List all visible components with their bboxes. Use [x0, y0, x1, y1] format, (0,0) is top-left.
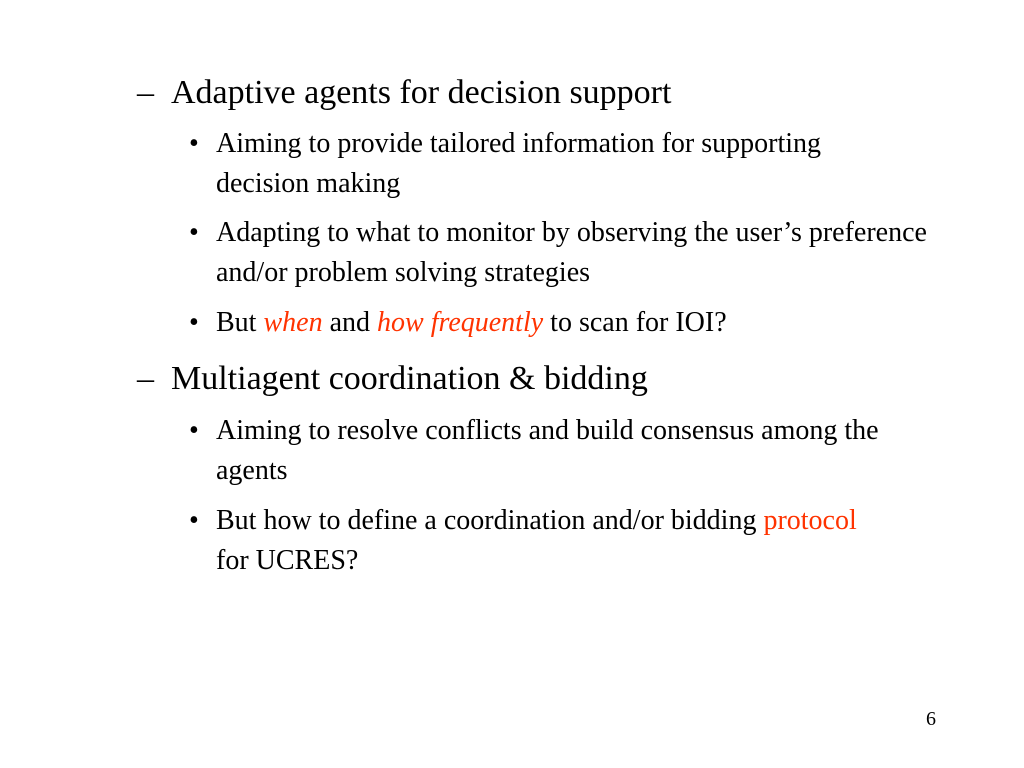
bullet-item: [189, 411, 889, 491]
bullet-text-suffix: to scan for IOI?: [543, 307, 727, 338]
bullet-item: [189, 501, 889, 581]
bullet-marker: •: [189, 128, 199, 159]
bullet-text: [216, 303, 949, 343]
bullet-text-middle: and: [322, 307, 378, 338]
bullet-text-suffix: for UCRES?: [216, 545, 359, 576]
bullet-marker: •: [189, 307, 199, 338]
bullet-text-prefix: But: [216, 307, 264, 338]
section-heading-adaptive-agents: [137, 73, 671, 113]
highlight-how-frequently: how frequently: [377, 307, 544, 338]
bullet-marker: •: [189, 217, 199, 248]
section-heading-text: Adaptive agents for decision support: [171, 74, 672, 111]
highlight-protocol: protocol: [763, 505, 857, 536]
highlight-when: when: [263, 307, 323, 338]
page-number: 6: [926, 708, 936, 730]
bullet-text-prefix: But how to define a coordination and/or bidding: [216, 505, 764, 536]
section-heading-multiagent-coordination: [137, 359, 648, 399]
bullet-text: Aiming to resolve conflicts and build consensus among the agents: [216, 415, 879, 486]
bullet-marker: •: [189, 415, 199, 446]
bullet-marker: •: [189, 505, 199, 536]
section-heading-text: Multiagent coordination & bidding: [171, 360, 648, 397]
bullet-text: Aiming to provide tailored information for supporting decision making: [216, 128, 822, 199]
bullet-text: [216, 501, 889, 581]
bullet-item: [189, 124, 829, 204]
dash-marker: –: [137, 74, 154, 111]
dash-marker: –: [137, 360, 154, 397]
bullet-item: [189, 303, 949, 343]
bullet-text: Adapting to what to monitor by observing the user’s preference and/or problem solving strategies: [216, 217, 927, 288]
bullet-item: [189, 213, 949, 293]
